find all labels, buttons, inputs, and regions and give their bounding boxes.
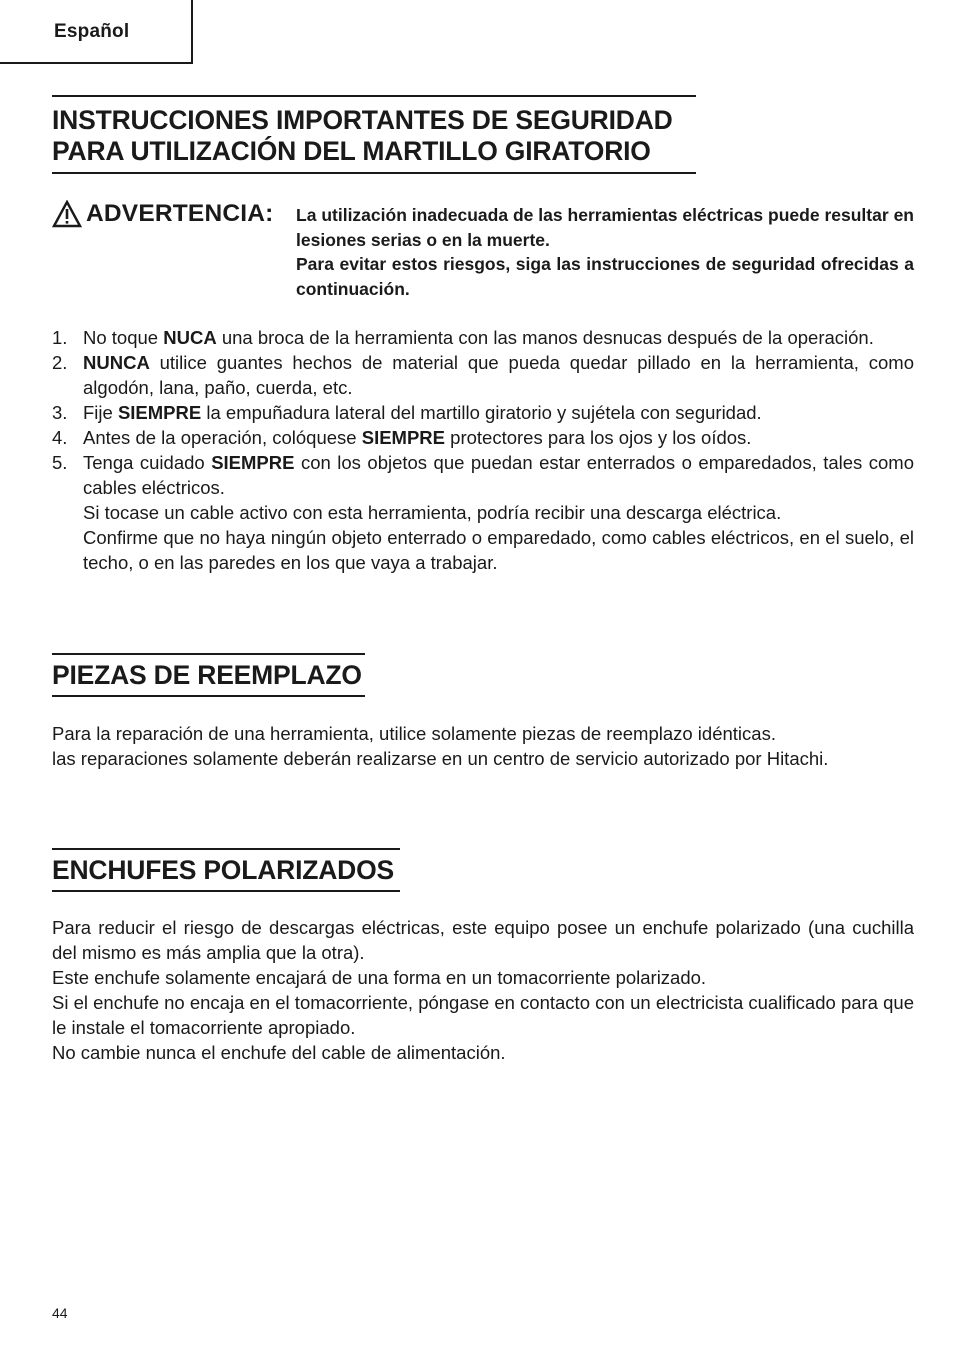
language-tab	[0, 0, 193, 64]
warning-label: ADVERTENCIA:	[86, 200, 274, 227]
warning-heading	[52, 200, 274, 228]
polarized-paragraph-3: Si el enchufe no encaja en el tomacorriente, póngase en contacto con un electricista cualificado para que le instale el tomacorriente apropiado.	[52, 992, 914, 1038]
item-text: No toque NUCA una broca de la herramienta con las manos desnucas después de la operación.	[83, 327, 874, 348]
item-text: Tenga cuidado SIEMPRE con los objetos que puedan estar enterrados o emparedados, tales como cables eléctricos. Si tocase un cable activo con esta herramienta, podría recibir una descarga eléctrica. Confirme que no haya ningún objeto enterrado o emparedado, como cables eléctricos, en el suelo, el techo, o en las paredes en los que vaya a trabajar.	[83, 452, 914, 573]
replacement-text	[52, 721, 914, 771]
list-item	[52, 450, 914, 575]
list-item	[52, 400, 914, 425]
warning-text-1: La utilización inadecuada de las herramientas eléctricas puede resultar en lesiones serias o en la muerte.	[296, 205, 914, 250]
item-number: 3.	[52, 402, 68, 423]
item-number: 1.	[52, 327, 68, 348]
main-title-line1: INSTRUCCIONES IMPORTANTES DE SEGURIDAD	[52, 105, 673, 135]
item-text: Fije SIEMPRE la empuñadura lateral del martillo giratorio y sujétela con seguridad.	[83, 402, 762, 423]
warning-text	[296, 203, 914, 301]
item-number: 2.	[52, 352, 68, 373]
item-number: 5.	[52, 452, 68, 473]
main-title	[52, 95, 696, 174]
item-number: 4.	[52, 427, 68, 448]
item-extra-2: Confirme que no haya ningún objeto enterrado o emparedado, como cables eléctricos, en el suelo, el techo, o en las paredes en los que vaya a trabajar.	[83, 527, 914, 573]
page-number: 44	[52, 1305, 68, 1321]
list-item	[52, 425, 914, 450]
main-title-line2: PARA UTILIZACIÓN DEL MARTILLO GIRATORIO	[52, 136, 651, 166]
polarized-paragraph-4: No cambie nunca el enchufe del cable de alimentación.	[52, 1042, 506, 1063]
polarized-paragraph-1: Para reducir el riesgo de descargas eléctricas, este equipo posee un enchufe polarizado (una cuchilla del mismo es más amplia que la otra).	[52, 917, 914, 963]
warning-triangle-icon	[52, 200, 82, 228]
safety-instructions-list	[52, 325, 914, 575]
language-label: Español	[54, 21, 130, 42]
polarized-text	[52, 915, 914, 1065]
list-item	[52, 325, 914, 350]
replacement-paragraph-2: las reparaciones solamente deberán realizarse en un centro de servicio autorizado por Hitachi.	[52, 748, 829, 769]
item-extra-1: Si tocase un cable activo con esta herramienta, podría recibir una descarga eléctrica.	[83, 502, 782, 523]
warning-block	[52, 200, 914, 305]
section-title-replacement: PIEZAS DE REEMPLAZO	[52, 653, 365, 697]
section-title-polarized: ENCHUFES POLARIZADOS	[52, 848, 400, 892]
warning-text-2: Para evitar estos riesgos, siga las instrucciones de seguridad ofrecidas a continuación.	[296, 254, 914, 299]
polarized-paragraph-2: Este enchufe solamente encajará de una forma en un tomacorriente polarizado.	[52, 967, 707, 988]
item-text: NUNCA utilice guantes hechos de material que pueda quedar pillado en la herramienta, como algodón, lana, paño, cuerda, etc.	[83, 352, 914, 398]
replacement-paragraph-1: Para la reparación de una herramienta, utilice solamente piezas de reemplazo idénticas.	[52, 723, 776, 744]
item-text: Antes de la operación, colóquese SIEMPRE protectores para los ojos y los oídos.	[83, 427, 752, 448]
list-item	[52, 350, 914, 400]
